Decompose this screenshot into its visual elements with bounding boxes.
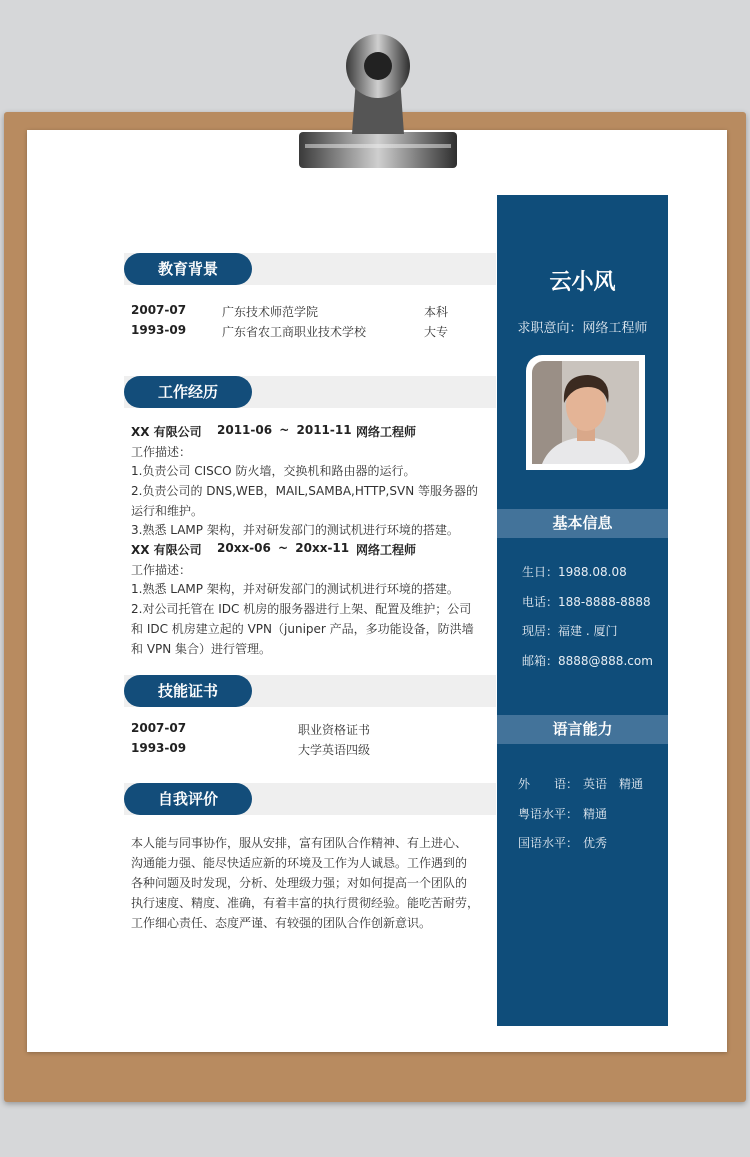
lang-label: 国语水平： bbox=[518, 836, 579, 850]
job-desc-line: 2.负责公司的 DNS,WEB，MAIL,SAMBA,HTTP,SVN 等服务器的 bbox=[131, 484, 478, 498]
info-residence: 现居：福建 . 厦门 bbox=[522, 624, 618, 638]
section-education bbox=[124, 253, 496, 285]
section-title: 教育背景 bbox=[124, 253, 252, 285]
skill-name: 大学英语四级 bbox=[298, 743, 371, 757]
lang-value: 英语 精通 bbox=[583, 777, 644, 791]
profile-photo bbox=[526, 355, 645, 470]
job-desc-line: 和 IDC 机房建立起的 VPN（juniper 产品，多功能设备，防洪墙 bbox=[131, 622, 474, 636]
edu-date: 2007-07 bbox=[131, 303, 187, 317]
info-birthday: 生日：1988.08.08 bbox=[522, 565, 627, 579]
self-eval-line: 沟通能力强、能尽快适应新的环境及工作为人诚恳。工作遇到的 bbox=[131, 856, 468, 870]
job-role: 网络工程师 bbox=[356, 543, 417, 557]
job-desc-line: 3.熟悉 LAMP 架构，并对研发部门的测试机进行环境的搭建。 bbox=[131, 523, 459, 537]
self-eval-line: 执行速度、精度、准确，有着丰富的执行贯彻经验。能吃苦耐劳， bbox=[131, 896, 480, 910]
section-title: 工作经历 bbox=[124, 376, 252, 408]
binder-clip-icon bbox=[297, 24, 459, 170]
edu-school: 广东技术师范学院 bbox=[222, 305, 319, 319]
language-title: 语言能力 bbox=[497, 715, 668, 744]
job-desc-line: 1.负责公司 CISCO 防火墙，交换机和路由器的运行。 bbox=[131, 464, 416, 478]
section-skills bbox=[124, 675, 496, 707]
skill-name: 职业资格证书 bbox=[298, 723, 371, 737]
edu-degree: 本科 bbox=[424, 305, 449, 319]
edu-school: 广东省农工商职业技术学校 bbox=[222, 325, 367, 339]
skill-date: 2007-07 bbox=[131, 721, 187, 735]
info-phone: 电话：188-8888-8888 bbox=[522, 595, 651, 609]
job-desc-line: 2.对公司托管在 IDC 机房的服务器进行上架、配置及维护；公司 bbox=[131, 602, 472, 616]
job-desc-line: 运行和维护。 bbox=[131, 504, 204, 518]
self-eval-line: 本人能与同事协作，服从安排，富有团队合作精神、有上进心、 bbox=[131, 836, 468, 850]
job-objective: 求职意向：网络工程师 bbox=[517, 321, 648, 336]
edu-degree: 大专 bbox=[424, 325, 449, 339]
section-work bbox=[124, 376, 496, 408]
job-period: 20xx-06 ~ 20xx-11 bbox=[217, 541, 350, 555]
candidate-name: 云小风 bbox=[549, 270, 616, 295]
job-period: 2011-06 ~ 2011-11 bbox=[217, 423, 352, 437]
lang-label: 粤语水平： bbox=[518, 807, 579, 821]
job-role: 网络工程师 bbox=[356, 425, 417, 439]
lang-value: 优秀 bbox=[583, 836, 608, 850]
lang-value: 精通 bbox=[583, 807, 608, 821]
edu-date: 1993-09 bbox=[131, 323, 187, 337]
lang-label: 外 语： bbox=[518, 777, 579, 791]
section-self-eval bbox=[124, 783, 496, 815]
job-desc-label: 工作描述： bbox=[131, 563, 192, 577]
basic-info-title: 基本信息 bbox=[497, 509, 668, 538]
job-company: XX 有限公司 bbox=[131, 543, 202, 557]
self-eval-line: 工作细心责任、态度严谨、有较强的团队合作创新意识。 bbox=[131, 916, 432, 930]
section-title: 技能证书 bbox=[124, 675, 252, 707]
section-title: 自我评价 bbox=[124, 783, 252, 815]
skill-date: 1993-09 bbox=[131, 741, 187, 755]
sidebar bbox=[497, 195, 668, 1026]
job-company: XX 有限公司 bbox=[131, 425, 202, 439]
job-desc-line: 1.熟悉 LAMP 架构，并对研发部门的测试机进行环境的搭建。 bbox=[131, 582, 459, 596]
info-email: 邮箱：8888@888.com bbox=[522, 654, 653, 668]
job-desc-line: 和 VPN 集合）进行管理。 bbox=[131, 642, 272, 656]
self-eval-line: 各种问题及时发现，分析、处理级力强；对如何提高一个团队的 bbox=[131, 876, 468, 890]
job-desc-label: 工作描述： bbox=[131, 445, 192, 459]
